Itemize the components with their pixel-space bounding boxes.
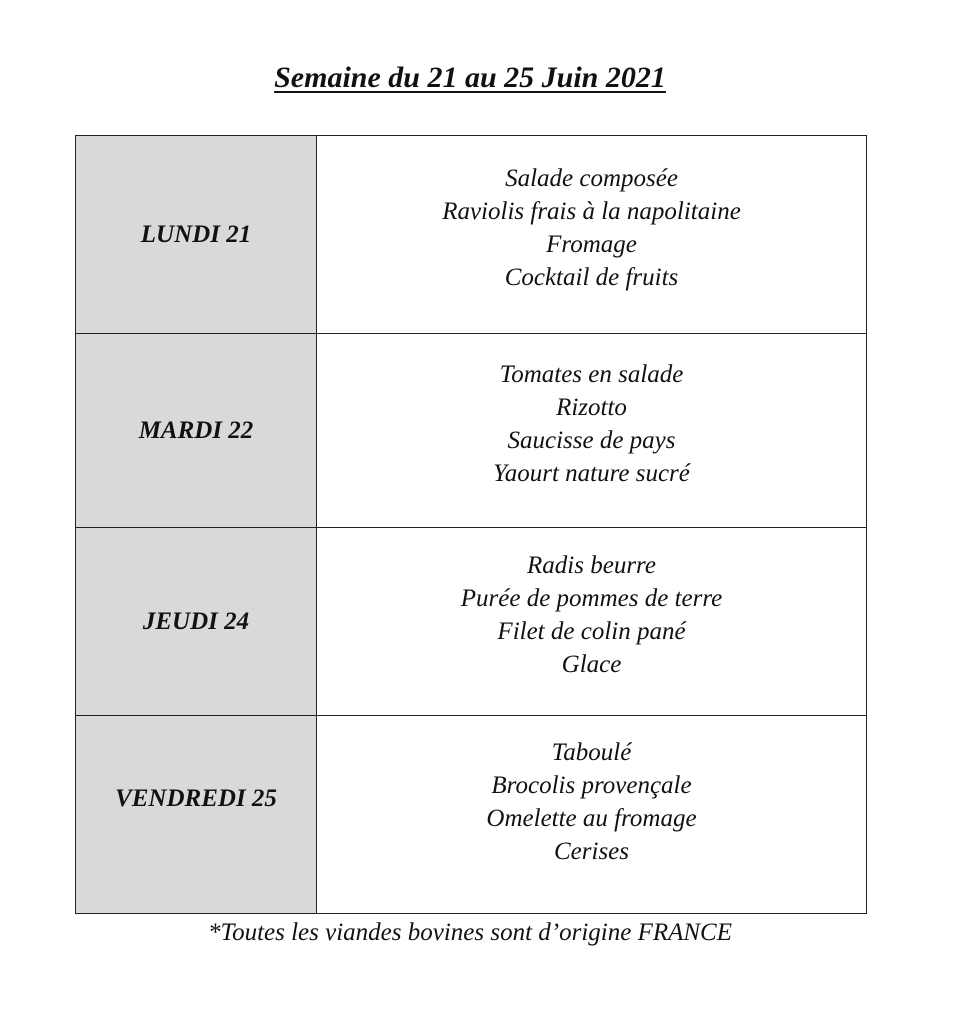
dish-item: Glace bbox=[561, 650, 622, 678]
dish-item: Omelette au fromage bbox=[486, 804, 697, 832]
weekly-menu-table bbox=[75, 135, 867, 914]
page-title: Semaine du 21 au 25 Juin 2021 bbox=[274, 61, 666, 94]
dish-item: Cerises bbox=[554, 837, 629, 865]
dish-item: Tomates en salade bbox=[499, 360, 684, 388]
menu-row-vendredi bbox=[76, 716, 867, 914]
dish-list bbox=[317, 528, 867, 716]
dish-item: Yaourt nature sucré bbox=[493, 459, 690, 487]
dish-item: Rizotto bbox=[556, 393, 627, 421]
menu-row-mardi bbox=[76, 334, 867, 528]
dish-list bbox=[317, 136, 867, 334]
day-label: VENDREDI 25 bbox=[76, 716, 317, 914]
dish-item: Radis beurre bbox=[527, 551, 656, 579]
dish-list bbox=[317, 716, 867, 914]
footnote: *Toutes les viandes bovines sont d’origine FRANCE bbox=[207, 919, 733, 946]
dish-item: Brocolis provençale bbox=[491, 771, 692, 799]
dish-item: Raviolis frais à la napolitaine bbox=[442, 197, 741, 225]
dish-list bbox=[317, 334, 867, 528]
dish-item: Fromage bbox=[546, 230, 637, 258]
menu-row-jeudi bbox=[76, 528, 867, 716]
dish-item: Taboulé bbox=[551, 738, 632, 766]
dish-item: Salade composée bbox=[505, 164, 678, 192]
day-label: MARDI 22 bbox=[76, 334, 317, 528]
dish-item: Saucisse de pays bbox=[507, 426, 676, 454]
dish-item: Purée de pommes de terre bbox=[460, 584, 723, 612]
dish-item: Cocktail de fruits bbox=[504, 263, 679, 291]
day-label: JEUDI 24 bbox=[76, 528, 317, 716]
dish-item: Filet de colin pané bbox=[497, 617, 686, 645]
day-label: LUNDI 21 bbox=[76, 136, 317, 334]
menu-row-lundi bbox=[76, 136, 867, 334]
